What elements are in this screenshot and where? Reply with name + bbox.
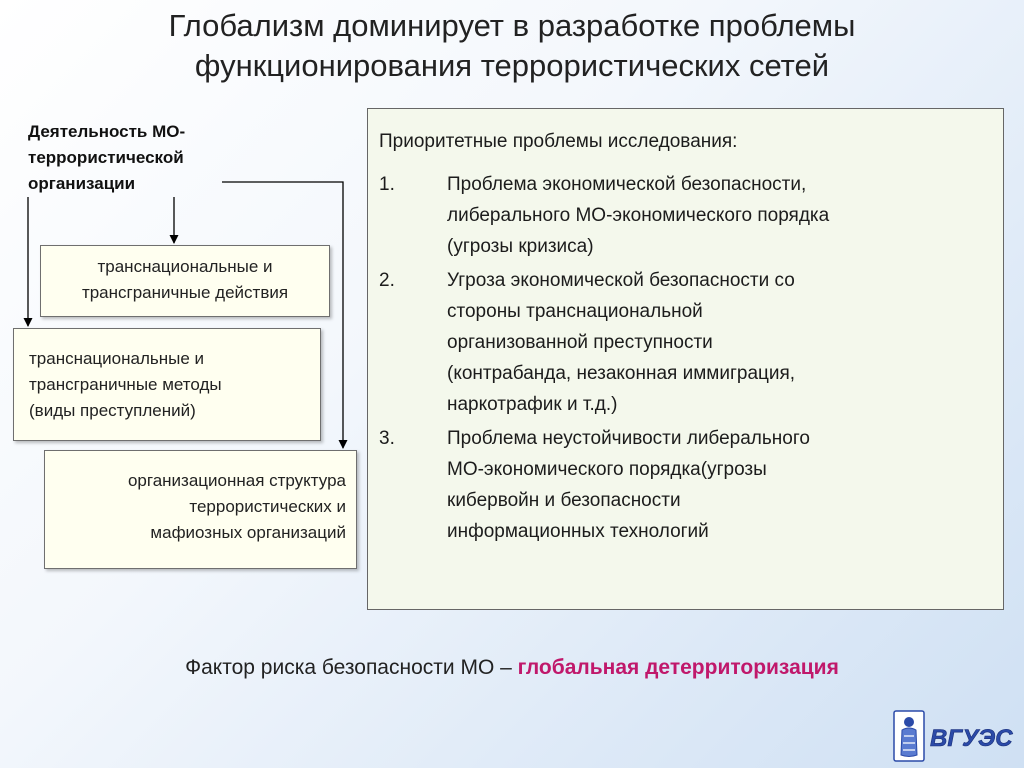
problem-item xyxy=(379,265,993,420)
problem-line: Проблема неустойчивости либерального xyxy=(447,428,810,449)
problem-item xyxy=(379,423,993,547)
problem-number: 3. xyxy=(379,428,395,449)
problem-line: (контрабанда, незаконная иммиграция, xyxy=(447,363,796,384)
organizational-structure-box xyxy=(44,450,357,569)
box-line: транснациональные и xyxy=(29,349,205,368)
problem-line: наркотрафик и т.д.) xyxy=(447,394,618,415)
activity-line-3: организации xyxy=(28,174,136,193)
problem-line: информационных технологий xyxy=(447,521,709,542)
activity-line-1: Деятельность МО- xyxy=(28,122,186,141)
problem-number: 2. xyxy=(379,270,395,291)
box-line: организационная структура xyxy=(127,471,346,490)
problem-line: Проблема экономической безопасности, xyxy=(447,174,807,195)
box-line: трансграничные методы xyxy=(29,375,222,394)
risk-factor-prefix: Фактор риска безопасности МО – xyxy=(185,656,518,679)
risk-factor-statement xyxy=(0,656,1024,680)
problem-line: Угроза экономической безопасности со xyxy=(447,270,795,291)
problem-item xyxy=(379,169,993,262)
box-line: (виды преступлений) xyxy=(29,401,196,420)
problem-line: организованной преступности xyxy=(447,332,713,353)
logo-text: ВГУЭС xyxy=(930,725,1013,752)
transnational-methods-box xyxy=(13,328,321,441)
problem-text xyxy=(447,169,829,262)
problem-text xyxy=(447,423,810,547)
problem-line: либерального МО-экономического порядка xyxy=(447,205,830,226)
box-line: террористических и xyxy=(189,497,346,516)
problem-line: (угрозы кризиса) xyxy=(447,236,594,257)
box-line: транснациональные и xyxy=(97,257,273,276)
problem-line: МО-экономического порядка(угрозы xyxy=(447,459,767,480)
title-line-1: Глобализм доминирует в разработке проблемы xyxy=(168,8,856,43)
university-logo xyxy=(893,708,1019,764)
problem-line: кибервойн и безопасности xyxy=(447,490,681,511)
box-line: мафиозных организаций xyxy=(150,523,346,542)
title-line-2: функционирования террористических сетей xyxy=(194,48,830,83)
problem-line: стороны транснациональной xyxy=(447,301,703,322)
risk-factor-highlight: глобальная детерриторизация xyxy=(517,656,839,679)
problem-text xyxy=(447,265,795,420)
panel-heading: Приоритетные проблемы исследования: xyxy=(379,131,738,152)
activity-line-2: террористической xyxy=(28,148,184,167)
box-line: трансграничные действия xyxy=(81,283,289,302)
problem-number: 1. xyxy=(379,174,395,195)
priority-problems-panel xyxy=(367,108,1004,610)
transnational-actions-box xyxy=(40,245,330,317)
